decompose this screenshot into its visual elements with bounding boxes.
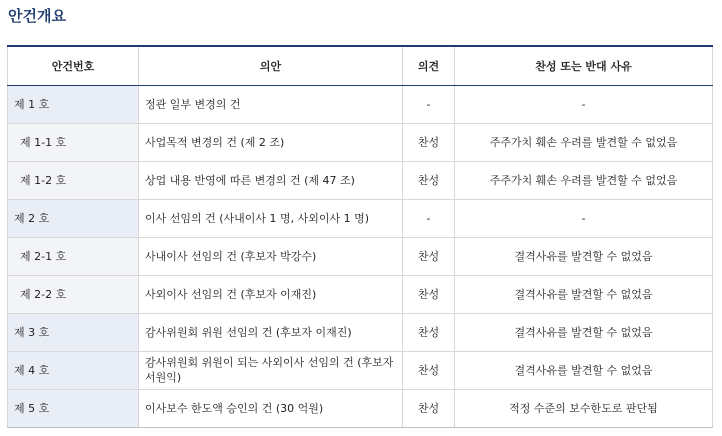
- agenda-table: [7, 45, 713, 428]
- row-title: 이사 선임의 건 (사내이사 1 명, 사외이사 1 명): [139, 199, 403, 237]
- row-opinion: 찬성: [403, 351, 455, 389]
- row-reason: 결격사유를 발견할 수 없었음: [455, 275, 713, 313]
- row-title: 정관 일부 변경의 건: [139, 85, 403, 123]
- table-row: [8, 199, 713, 237]
- row-opinion: 찬성: [403, 237, 455, 275]
- section-title: 안건개요: [8, 7, 66, 25]
- header-opinion: 의견: [403, 46, 455, 85]
- row-opinion: -: [403, 199, 455, 237]
- row-title: 상업 내용 반영에 따른 변경의 건 (제 47 조): [139, 161, 403, 199]
- table-row: [8, 275, 713, 313]
- row-opinion: -: [403, 85, 455, 123]
- row-number: 제 1-1 호: [8, 123, 139, 161]
- row-opinion: 찬성: [403, 161, 455, 199]
- header-title: 의안: [139, 46, 403, 85]
- row-title: 사외이사 선임의 건 (후보자 이재진): [139, 275, 403, 313]
- row-title: 감사위원회 위원이 되는 사외이사 선임의 건 (후보자 서원익): [139, 351, 403, 389]
- row-reason: 결격사유를 발견할 수 없었음: [455, 313, 713, 351]
- row-title: 이사보수 한도액 승인의 건 (30 억원): [139, 389, 403, 427]
- row-reason: 주주가치 훼손 우려를 발견할 수 없었음: [455, 123, 713, 161]
- table-row: [8, 237, 713, 275]
- row-opinion: 찬성: [403, 389, 455, 427]
- row-opinion: 찬성: [403, 275, 455, 313]
- row-opinion: 찬성: [403, 123, 455, 161]
- row-title: 사내이사 선임의 건 (후보자 박강수): [139, 237, 403, 275]
- row-title: 감사위원회 위원 선임의 건 (후보자 이재진): [139, 313, 403, 351]
- row-reason: 주주가치 훼손 우려를 발견할 수 없었음: [455, 161, 713, 199]
- row-reason: 결격사유를 발견할 수 없었음: [455, 237, 713, 275]
- row-number: 제 1-2 호: [8, 161, 139, 199]
- table-row: [8, 161, 713, 199]
- table-row: [8, 123, 713, 161]
- row-reason: 적정 수준의 보수한도로 판단됨: [455, 389, 713, 427]
- row-reason: 결격사유를 발견할 수 없었음: [455, 351, 713, 389]
- row-number: 제 2-2 호: [8, 275, 139, 313]
- table-body: [8, 85, 713, 427]
- header-number: 안건번호: [8, 46, 139, 85]
- table-row: [8, 351, 713, 389]
- row-title: 사업목적 변경의 건 (제 2 조): [139, 123, 403, 161]
- row-reason: -: [455, 85, 713, 123]
- row-reason: -: [455, 199, 713, 237]
- table-header-row: [8, 46, 713, 85]
- row-number: 제 2-1 호: [8, 237, 139, 275]
- row-opinion: 찬성: [403, 313, 455, 351]
- row-number: 제 3 호: [8, 313, 139, 351]
- table-row: [8, 389, 713, 427]
- row-number: 제 1 호: [8, 85, 139, 123]
- row-number: 제 2 호: [8, 199, 139, 237]
- header-reason: 찬성 또는 반대 사유: [455, 46, 713, 85]
- table-row: [8, 313, 713, 351]
- row-number: 제 5 호: [8, 389, 139, 427]
- row-number: 제 4 호: [8, 351, 139, 389]
- table-row: [8, 85, 713, 123]
